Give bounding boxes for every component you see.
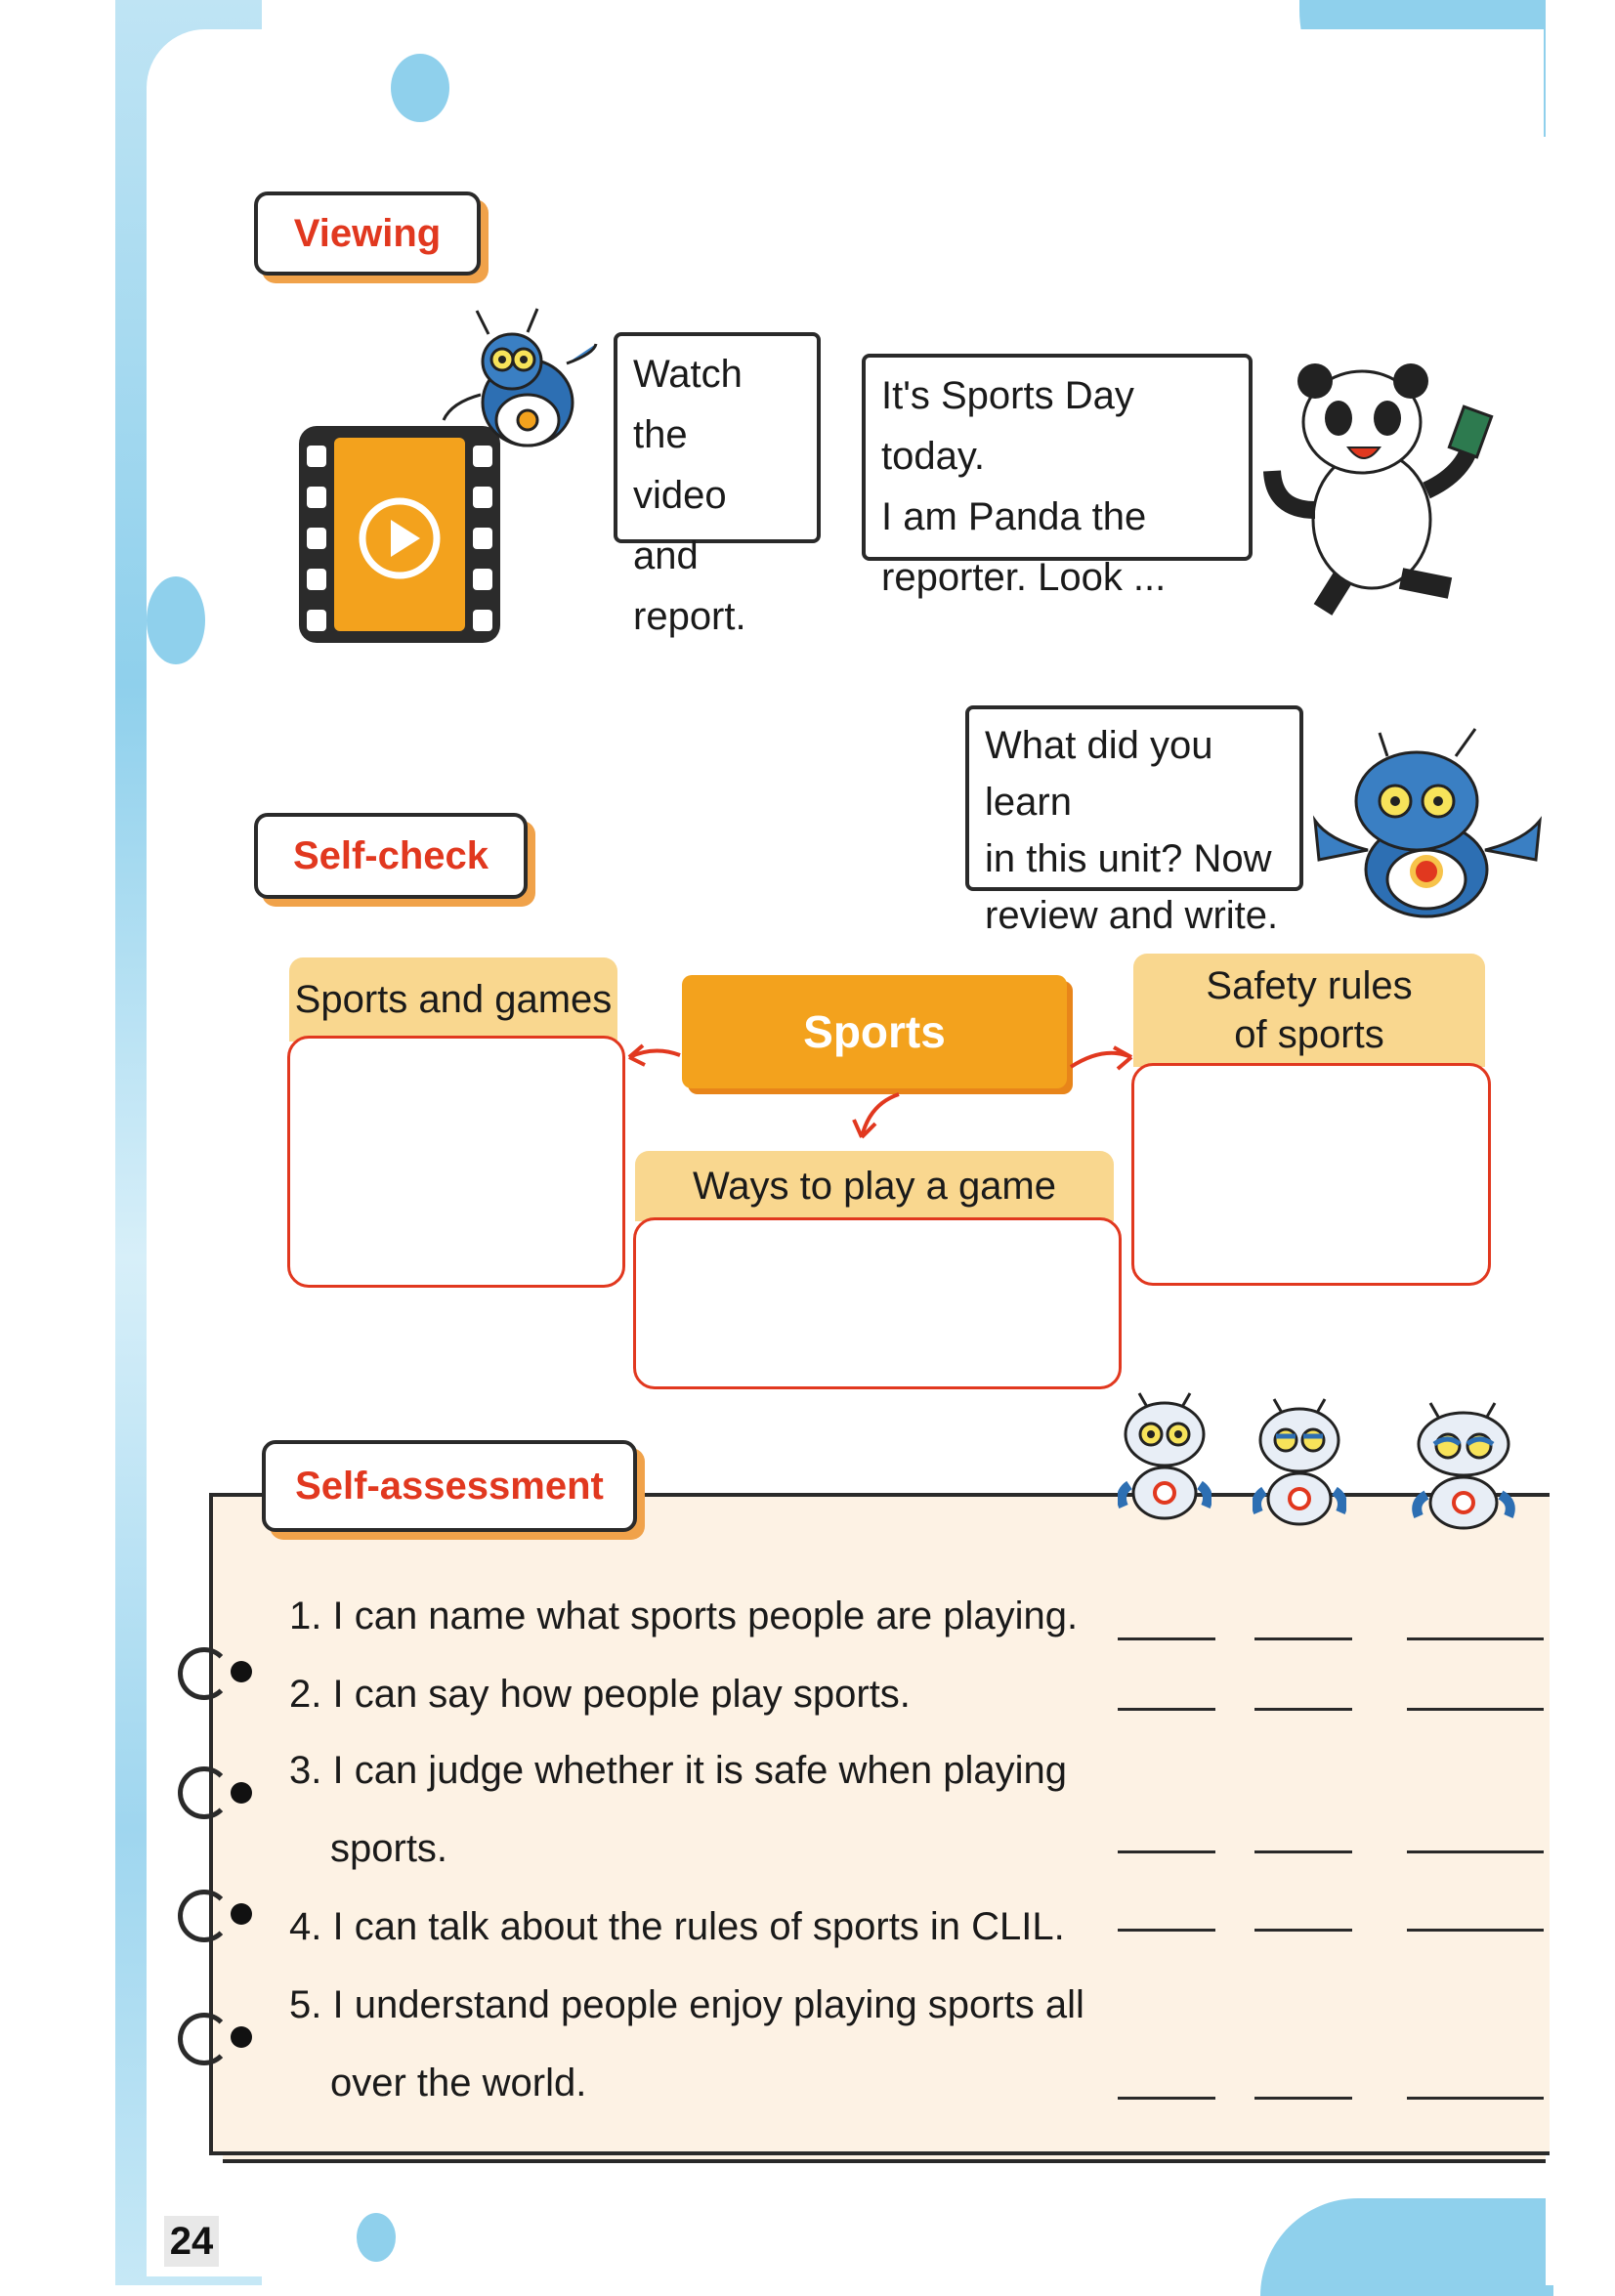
assessment-item-2: 2. I can say how people play sports. [289, 1673, 911, 1716]
sad-robot-icon [1399, 1401, 1546, 1548]
rating-blank[interactable] [1407, 1637, 1544, 1640]
self-check-prompt-bubble [965, 705, 1303, 937]
rating-blank[interactable] [1254, 1637, 1352, 1640]
binder-ring-icon [178, 1647, 231, 1700]
viewing-prompt-line: Watch the [633, 353, 743, 456]
binder-ring-icon [178, 2013, 231, 2065]
self-check-prompt-line: What did you learn [985, 724, 1213, 824]
binder-ring-icon [178, 1890, 231, 1942]
panda-speech-line: It's Sports Day today. [881, 374, 1134, 478]
rating-blank[interactable] [1254, 1929, 1352, 1932]
rating-blank[interactable] [1254, 2097, 1352, 2100]
robot-mascot-icon [430, 305, 606, 471]
ways-to-play-answer-box[interactable] [633, 1217, 1122, 1389]
panda-speech-line: reporter. Look ... [881, 556, 1167, 599]
viewing-prompt-line: report. [633, 595, 746, 638]
decor-blob-bottom [1260, 2198, 1553, 2296]
assessment-item-5: 5. I understand people enjoy playing sports all [289, 1983, 1084, 2026]
safety-heading-line: Safety rules [1206, 964, 1413, 1007]
robot-mascot-icon [1309, 723, 1544, 928]
decor-dot [357, 2213, 396, 2262]
decor-dot [391, 54, 449, 122]
binder-hole-icon [231, 1903, 252, 1925]
assessment-item-1: 1. I can name what sports people are playing. [289, 1594, 1079, 1637]
neutral-robot-icon [1253, 1397, 1346, 1544]
self-check-title: Self-check [254, 813, 528, 899]
happy-robot-icon [1118, 1391, 1211, 1538]
assessment-item-4: 4. I can talk about the rules of sports in CLIL. [289, 1905, 1065, 1948]
binder-hole-icon [231, 1661, 252, 1682]
mind-map-arrows [606, 1016, 1153, 1153]
binder-hole-icon [231, 1782, 252, 1804]
rating-blank[interactable] [1407, 1929, 1544, 1932]
mind-box-heading: Sports and games [289, 957, 617, 1042]
rating-blank[interactable] [1254, 1850, 1352, 1853]
self-check-prompt-line: in this unit? Now [985, 837, 1272, 880]
viewing-title: Viewing [254, 191, 481, 276]
rating-blank[interactable] [1254, 1708, 1352, 1711]
binder-ring-icon [178, 1766, 231, 1819]
assessment-item-5-cont: over the world. [330, 2062, 587, 2105]
decor-dot [147, 576, 205, 664]
safety-rules-answer-box[interactable] [1131, 1063, 1491, 1286]
rating-blank[interactable] [1118, 1637, 1215, 1640]
panda-reporter-icon [1254, 354, 1499, 617]
page-edge [1546, 0, 1615, 2285]
rating-blank[interactable] [1407, 1708, 1544, 1711]
rating-blank[interactable] [1118, 1850, 1215, 1853]
sports-center-node: Sports [682, 975, 1067, 1088]
rating-blank[interactable] [1118, 1929, 1215, 1932]
sports-and-games-answer-box[interactable] [287, 1036, 625, 1288]
assessment-item-3-cont: sports. [330, 1827, 448, 1870]
self-check-prompt-line: review and write. [985, 894, 1279, 937]
panda-speech-bubble [862, 354, 1253, 599]
viewing-prompt-bubble [614, 332, 821, 638]
mind-box-heading [1133, 954, 1485, 1067]
mind-box-heading: Ways to play a game [635, 1151, 1114, 1221]
rating-blank[interactable] [1407, 1850, 1544, 1853]
rating-blank[interactable] [1118, 2097, 1215, 2100]
panda-speech-line: I am Panda the [881, 495, 1147, 538]
binder-hole-icon [231, 2026, 252, 2048]
assessment-item-3: 3. I can judge whether it is safe when playing [289, 1749, 1068, 1792]
page-number: 24 [164, 2216, 219, 2267]
rating-blank[interactable] [1118, 1708, 1215, 1711]
play-icon [356, 494, 444, 582]
viewing-prompt-line: video and [633, 474, 727, 577]
self-assessment-title: Self-assessment [262, 1440, 637, 1532]
safety-heading-line: of sports [1234, 1013, 1384, 1056]
rating-blank[interactable] [1407, 2097, 1544, 2100]
